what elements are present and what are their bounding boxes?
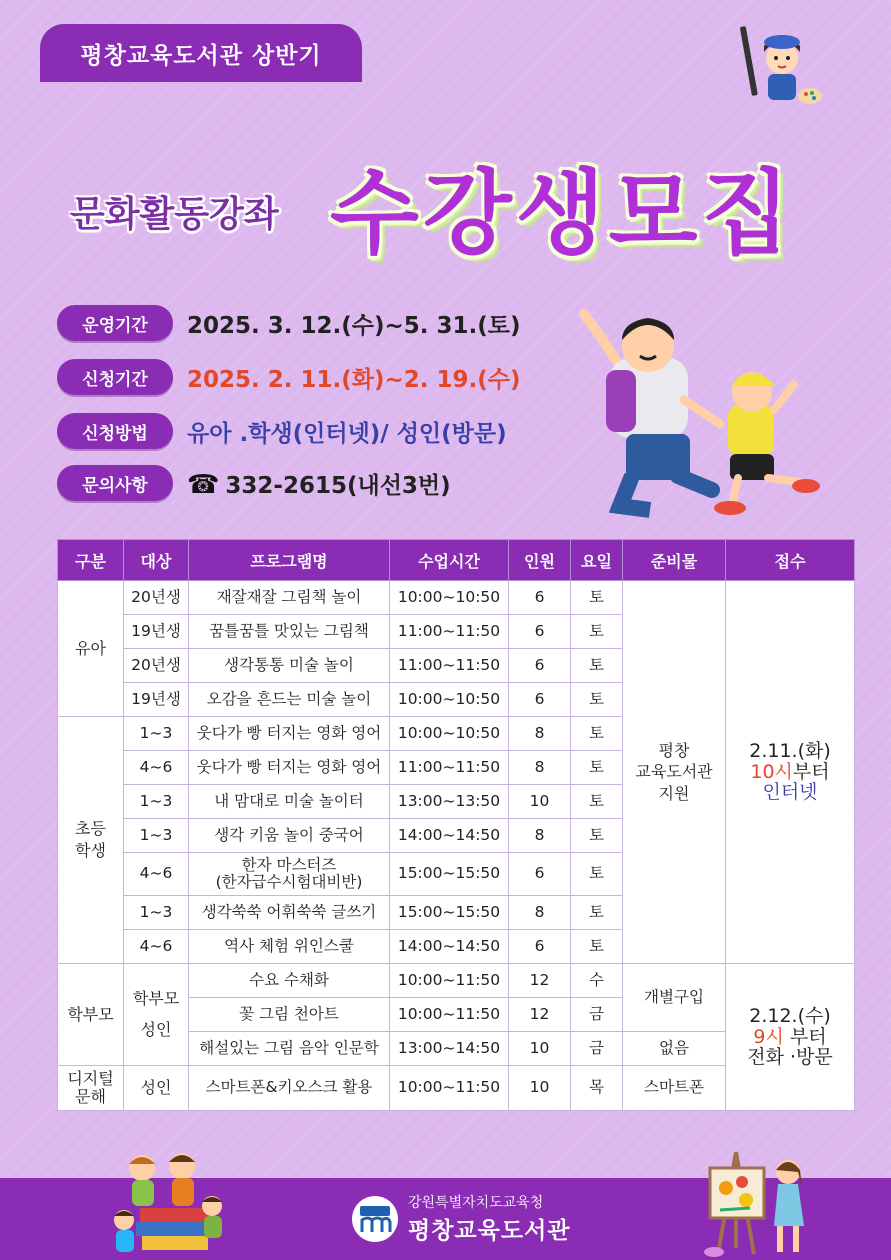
reception-date: 2.12.(수) <box>749 1004 831 1027</box>
cell-program: 역사 체험 위인스쿨 <box>189 930 390 964</box>
cell-target: 4~6 <box>124 930 189 964</box>
cell-day: 금 <box>571 1032 623 1066</box>
header-count: 인원 <box>509 540 571 581</box>
cell-time: 11:00~11:50 <box>390 751 509 785</box>
cell-target: 4~6 <box>124 853 189 896</box>
materials-line: 교육도서관 <box>635 762 713 782</box>
info-label: 신청방법 <box>57 413 173 449</box>
info-label: 문의사항 <box>57 465 173 501</box>
cell-count: 8 <box>509 819 571 853</box>
cell-target: 1~3 <box>124 896 189 930</box>
info-application-method <box>57 411 507 451</box>
cell-count: 8 <box>509 751 571 785</box>
reception-time-suffix: 부터 <box>792 760 830 783</box>
info-value: 2025. 3. 12.(수)~5. 31.(토) <box>187 312 521 339</box>
easel-girl-illustration <box>700 1148 820 1258</box>
cell-time: 15:00~15:50 <box>390 896 509 930</box>
cell-program: 웃다가 빵 터지는 영화 영어 <box>189 717 390 751</box>
reception-date: 2.11.(화) <box>749 739 831 762</box>
header-day: 요일 <box>571 540 623 581</box>
cell-day: 토 <box>571 683 623 717</box>
top-tag: 평창교육도서관 상반기 <box>40 24 362 82</box>
cell-day: 토 <box>571 717 623 751</box>
cell-program: 생각통통 미술 놀이 <box>189 649 390 683</box>
cell-target: 1~3 <box>124 785 189 819</box>
cell-time: 10:00~10:50 <box>390 683 509 717</box>
header-reception: 접수 <box>726 540 855 581</box>
cell-count: 10 <box>509 785 571 819</box>
cell-time: 14:00~14:50 <box>390 819 509 853</box>
cell-time: 11:00~11:50 <box>390 649 509 683</box>
materials-individual: 개별구입 <box>623 964 726 1032</box>
footer-org: 강원특별자치도교육청 <box>408 1195 544 1211</box>
materials-line: 평창 <box>658 740 690 760</box>
cell-target: 19년생 <box>124 683 189 717</box>
cell-target: 20년생 <box>124 649 189 683</box>
cell-count: 12 <box>509 998 571 1032</box>
painter-girl-illustration <box>738 22 824 108</box>
cell-count: 6 <box>509 853 571 896</box>
footer-library: 평창교육도서관 <box>408 1218 571 1244</box>
cell-count: 6 <box>509 930 571 964</box>
cell-count: 6 <box>509 615 571 649</box>
info-contact <box>57 463 451 503</box>
table-header-row <box>58 540 855 581</box>
table-row <box>58 964 855 998</box>
reception-method: 전화 ·방문 <box>747 1046 833 1069</box>
cell-count: 6 <box>509 649 571 683</box>
cell-target: 성인 <box>124 1066 189 1111</box>
cell-time: 10:00~11:50 <box>390 1066 509 1111</box>
cell-program: 스마트폰&키오스크 활용 <box>189 1066 390 1111</box>
cell-day: 토 <box>571 581 623 615</box>
reception-a <box>726 581 855 964</box>
cell-count: 6 <box>509 581 571 615</box>
materials-none: 없음 <box>623 1032 726 1066</box>
cell-time: 10:00~11:50 <box>390 964 509 998</box>
cell-program: 오감을 흔드는 미술 놀이 <box>189 683 390 717</box>
group-line: 문해 <box>75 1087 106 1106</box>
header-time: 수업시간 <box>390 540 509 581</box>
program-line: (한자급수시험대비반) <box>215 873 363 891</box>
cell-day: 수 <box>571 964 623 998</box>
cell-count: 12 <box>509 964 571 998</box>
cell-target: 19년생 <box>124 615 189 649</box>
info-label: 운영기간 <box>57 305 173 341</box>
running-kids-illustration <box>570 300 830 520</box>
cell-day: 목 <box>571 1066 623 1111</box>
cell-time: 11:00~11:50 <box>390 615 509 649</box>
info-value: 유아 .학생(인터넷)/ 성인(방문) <box>187 420 507 447</box>
cell-day: 토 <box>571 785 623 819</box>
subtitle: 문화활동강좌 <box>70 194 279 235</box>
info-value: 2025. 2. 11.(화)~2. 19.(수) <box>187 366 521 393</box>
cell-target: 20년생 <box>124 581 189 615</box>
reading-kids-illustration <box>112 1148 232 1258</box>
cell-time: 13:00~14:50 <box>390 1032 509 1066</box>
cell-program: 꿈틀꿈틀 맛있는 그림책 <box>189 615 390 649</box>
reception-time-suffix: 부터 <box>783 1025 827 1048</box>
telephone-icon: ☎ <box>187 469 220 500</box>
group-line: 디지털 <box>67 1068 114 1088</box>
header-materials: 준비물 <box>623 540 726 581</box>
group-line: 초등 <box>75 819 106 839</box>
reception-time: 10시 <box>750 760 793 783</box>
cell-target: 1~3 <box>124 819 189 853</box>
materials-line: 지원 <box>658 783 690 803</box>
materials-support <box>623 581 726 964</box>
header-target: 대상 <box>124 540 189 581</box>
header-category: 구분 <box>58 540 124 581</box>
target-line: 성인 <box>140 1019 172 1039</box>
cell-time: 15:00~15:50 <box>390 853 509 896</box>
group-digital <box>58 1066 124 1111</box>
cell-count: 6 <box>509 683 571 717</box>
group-line: 학생 <box>75 841 106 860</box>
cell-time: 10:00~10:50 <box>390 581 509 615</box>
cell-day: 토 <box>571 896 623 930</box>
materials-smartphone: 스마트폰 <box>623 1066 726 1111</box>
target-line: 학부모 <box>132 989 180 1009</box>
target-parents-adults <box>124 964 189 1066</box>
education-office-logo-icon <box>352 1196 398 1242</box>
table-row <box>58 581 855 615</box>
cell-day: 토 <box>571 615 623 649</box>
main-title: 수강생모집 <box>330 160 795 267</box>
cell-program: 해설있는 그림 음악 인문학 <box>189 1032 390 1066</box>
program-table <box>57 539 855 1111</box>
cell-target: 4~6 <box>124 751 189 785</box>
reception-time: 9시 <box>753 1025 784 1048</box>
cell-day: 토 <box>571 853 623 896</box>
cell-count: 8 <box>509 896 571 930</box>
info-operation-period <box>57 303 521 343</box>
cell-program: 생각쑥쑥 어휘쑥쑥 글쓰기 <box>189 896 390 930</box>
info-label: 신청기간 <box>57 359 173 395</box>
cell-count: 8 <box>509 717 571 751</box>
reception-method: 인터넷 <box>762 781 818 804</box>
cell-day: 토 <box>571 819 623 853</box>
group-parents: 학부모 <box>58 964 124 1066</box>
cell-program <box>189 853 390 896</box>
cell-program: 재잘재잘 그림책 놀이 <box>189 581 390 615</box>
cell-time: 14:00~14:50 <box>390 930 509 964</box>
cell-day: 토 <box>571 751 623 785</box>
cell-program: 수요 수채화 <box>189 964 390 998</box>
cell-day: 토 <box>571 930 623 964</box>
cell-program: 내 맘대로 미술 놀이터 <box>189 785 390 819</box>
cell-day: 토 <box>571 649 623 683</box>
cell-target: 1~3 <box>124 717 189 751</box>
cell-program: 생각 키움 놀이 중국어 <box>189 819 390 853</box>
cell-count: 10 <box>509 1066 571 1111</box>
cell-program: 꽃 그림 천아트 <box>189 998 390 1032</box>
reception-b <box>726 964 855 1111</box>
cell-count: 10 <box>509 1032 571 1066</box>
cell-program: 웃다가 빵 터지는 영화 영어 <box>189 751 390 785</box>
cell-day: 금 <box>571 998 623 1032</box>
phone-number: 332-2615(내선3번) <box>225 472 451 499</box>
program-line: 한자 마스터즈 <box>241 855 337 874</box>
group-preschool: 유아 <box>58 581 124 717</box>
header-program: 프로그램명 <box>189 540 390 581</box>
info-application-period <box>57 357 521 397</box>
cell-time: 13:00~13:50 <box>390 785 509 819</box>
cell-time: 10:00~10:50 <box>390 717 509 751</box>
group-elementary <box>58 717 124 964</box>
info-value <box>187 467 451 500</box>
footer-logo <box>352 1192 571 1245</box>
cell-time: 10:00~11:50 <box>390 998 509 1032</box>
